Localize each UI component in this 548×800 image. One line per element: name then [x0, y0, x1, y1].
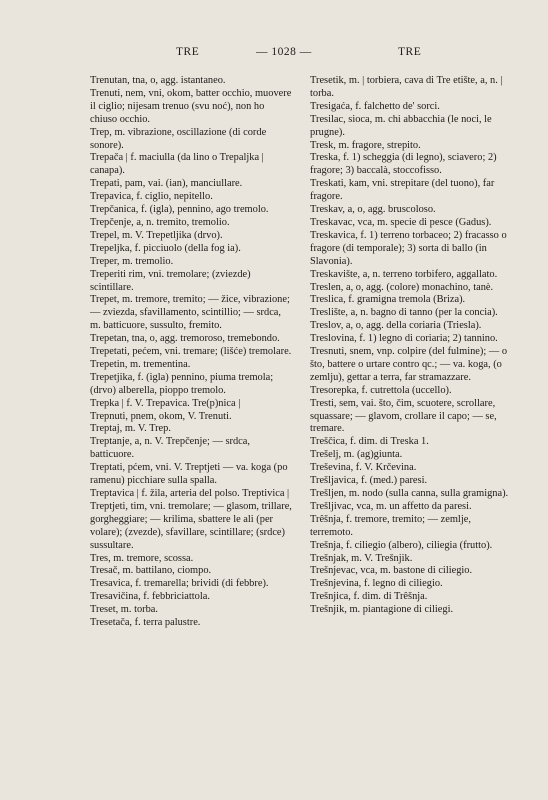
dictionary-entry: Trešnjak, m. V. Trešnjik.: [310, 552, 413, 564]
dictionary-entry: Treslica, f. gramigna tremola (Briza).: [310, 294, 466, 306]
dictionary-entry: Tresk, m. fragore, strepito.: [310, 139, 421, 151]
dictionary-entry: Treskav, a, o, agg. bruscoloso.: [310, 204, 436, 216]
dictionary-entry: Treskati, kam, vni. strepitare (del tuono), far fragore.: [310, 178, 495, 203]
dictionary-entry: Tresigaća, f. falchetto de' sorci.: [310, 100, 440, 112]
dictionary-entry: Treper, m. tremolio.: [90, 255, 174, 267]
dictionary-entry: Treščica, f. dim. di Treska 1.: [310, 436, 429, 448]
dictionary-entry: Trepnuti, pnem, okom, V. Trenuti.: [90, 410, 232, 422]
dictionary-entry: Trepetjika, f. (igla) pennino, piuma tremola; (drvo) alberella, pioppo tremolo.: [90, 371, 274, 396]
dictionary-entry: Trenutan, tna, o, agg. istantaneo.: [90, 75, 226, 86]
dictionary-entry: Treslište, a, n. bagno di tanno (per la concia).: [310, 307, 498, 319]
dictionary-entry: Trepeljka, f. picciuolo (della fog ia).: [90, 242, 241, 254]
dictionary-entry: Trepel, m. V. Trepetljika (drvo).: [90, 229, 223, 241]
dictionary-entry: Trepača | f. maciulla (da lino o Trepaljka | canapa).: [90, 152, 264, 177]
dictionary-entry: Tresavičina, f. febbriciattola.: [90, 591, 210, 603]
dictionary-entry: Treslovina, f. 1) legno di coriaria; 2) tannino.: [310, 333, 498, 345]
dictionary-entry: Trešnjevac, vca, m. bastone di ciliegio.: [310, 565, 473, 577]
dictionary-entry: Trešelj, m. (ag)giunta.: [310, 449, 403, 461]
dictionary-entry: Trešljivac, vca, m. un affetto da paresi.: [310, 500, 472, 512]
dictionary-entry: Trepetan, tna, o, agg. tremoroso, tremebondo.: [90, 333, 280, 345]
dictionary-entry: Tresnuti, snem, vnp. colpire (del fulmine); — o što, battere o urtare contro qc.; — va. koga, (o zemlju), gettar a terra, far stramazzare.: [310, 346, 508, 383]
dictionary-entry: Tresač, m. battilano, ciompo.: [90, 565, 212, 577]
dictionary-entry: Tresorepka, f. cutrettola (uccello).: [310, 384, 452, 396]
dictionary-entry: Trepetati, pećem, vni. tremare; (lišće) tremolare.: [90, 346, 292, 358]
dictionary-entry: Treskavište, a, n. terreno torbifero, aggallato.: [310, 268, 498, 280]
dictionary-entry: Tresti, sem, vai. što, čim, scuotere, scrollare, squassare; — glavom, crollare il capo; — se, tremare.: [310, 397, 497, 435]
dictionary-entry: Treptaj, m. V. Trep.: [90, 423, 171, 435]
dictionary-entry: Trešnjica, f. dim. di Trêšnja.: [310, 591, 428, 603]
left-column: [90, 75, 294, 630]
dictionary-entry: Treset, m. torba.: [90, 604, 159, 616]
dictionary-entry: Treperiti rim, vni. tremolare; (zviezde) scintillare.: [90, 268, 251, 293]
dictionary-entry: Tresetača, f. terra palustre.: [90, 617, 201, 629]
dictionary-entry: Trepetin, m. trementina.: [90, 358, 191, 370]
dictionary-entry: Tresetik, m. | torbiera, cava di Tre etište, a, n. | torba.: [310, 75, 503, 99]
dictionary-entry: Trepet, m. tremore, tremito; — žice, vibrazione; — zviezda, sfavillamento, scintillio; — srdca, m. batticuore, sussulto, fremito.: [90, 294, 290, 332]
dictionary-entry: Trešnja, f. ciliegio (albero), ciliegia (frutto).: [310, 539, 493, 551]
running-head-right: TRE: [398, 46, 422, 58]
dictionary-entry: Treslen, a, o, agg. (colore) monachino, tanè.: [310, 281, 494, 293]
dictionary-entry: Treska, f. 1) scheggia (di legno), sciavero; 2) fragore; 3) baccalà, stoccofisso.: [310, 152, 497, 177]
dictionary-entry: Trepčanica, f. (igla), pennino, ago tremolo.: [90, 204, 269, 216]
dictionary-entry: Treptjeti, tim, vni. tremolare; — glasom, trillare, gorgheggiare; — krilima, sbattere le ali (per volare); (zvezde), sfavillare, scintillare; (srdce) sussultare.: [90, 500, 292, 551]
dictionary-entry: Trešnjik, m. piantagione di ciliegi.: [310, 604, 454, 616]
dictionary-entry: Tresavica, f. tremarella; brividi (di febbre).: [90, 578, 269, 590]
dictionary-entry: Trepčenje, a, n. tremito, tremolio.: [90, 216, 230, 228]
dictionary-entry: Treskavac, vca, m. specie di pesce (Gadus).: [310, 216, 492, 228]
dictionary-entry: Tres, m. tremore, scossa.: [90, 552, 194, 564]
dictionary-entry: Trepati, pam, vai. (ian), manciullare.: [90, 178, 243, 190]
dictionary-entry: Treskavica, f. 1) terreno torbaceo; 2) fracasso o fragore (di temporale); 3) sorta di ballo (in Slavonia).: [310, 229, 507, 267]
dictionary-entry: Treptati, pćem, vni. V. Treptjeti — va. koga (po ramenu) picchiare sulla spalla.: [90, 462, 288, 487]
dictionary-entry: Treševina, f. V. Krčevina.: [310, 462, 417, 474]
dictionary-entry: Trešnjevina, f. legno di ciliegio.: [310, 578, 443, 590]
dictionary-entry: Trep, m. vibrazione, oscillazione (di corde sonore).: [90, 126, 267, 151]
dictionary-entry: Trêšnja, f. tremore, tremito; — zemlje, terremoto.: [310, 513, 471, 538]
dictionary-entry: Trenuti, nem, vni, okom, batter occhio, muovere il ciglio; nijesam trenuo (svu noć), non ho chiuso occhio.: [90, 87, 292, 125]
dictionary-entry: Trešljen, m. nodo (sulla canna, sulla gramigna).: [310, 488, 509, 499]
dictionary-entry: Treptavica | f. žila, arteria del polso. Treptivica |: [90, 488, 290, 499]
running-head-left: TRE: [176, 46, 200, 58]
right-column: [310, 75, 515, 617]
dictionary-entry: Treptanje, a, n. V. Trepčenje; — srdca, batticuore.: [90, 436, 250, 461]
dictionary-entry: Tresilac, sioca, m. chi abbacchia (le noci, le prugne).: [310, 113, 492, 138]
page-number: — 1028 —: [256, 46, 312, 58]
dictionary-entry: Treslov, a, o, agg. della coriaria (Triesla).: [310, 320, 482, 332]
dictionary-entry: Trešljavica, f. (med.) paresi.: [310, 475, 428, 487]
dictionary-entry: Trepka | f. V. Trepavica. Tre(p)nica |: [90, 397, 241, 409]
dictionary-entry: Trepavica, f. ciglio, nepitello.: [90, 191, 213, 203]
